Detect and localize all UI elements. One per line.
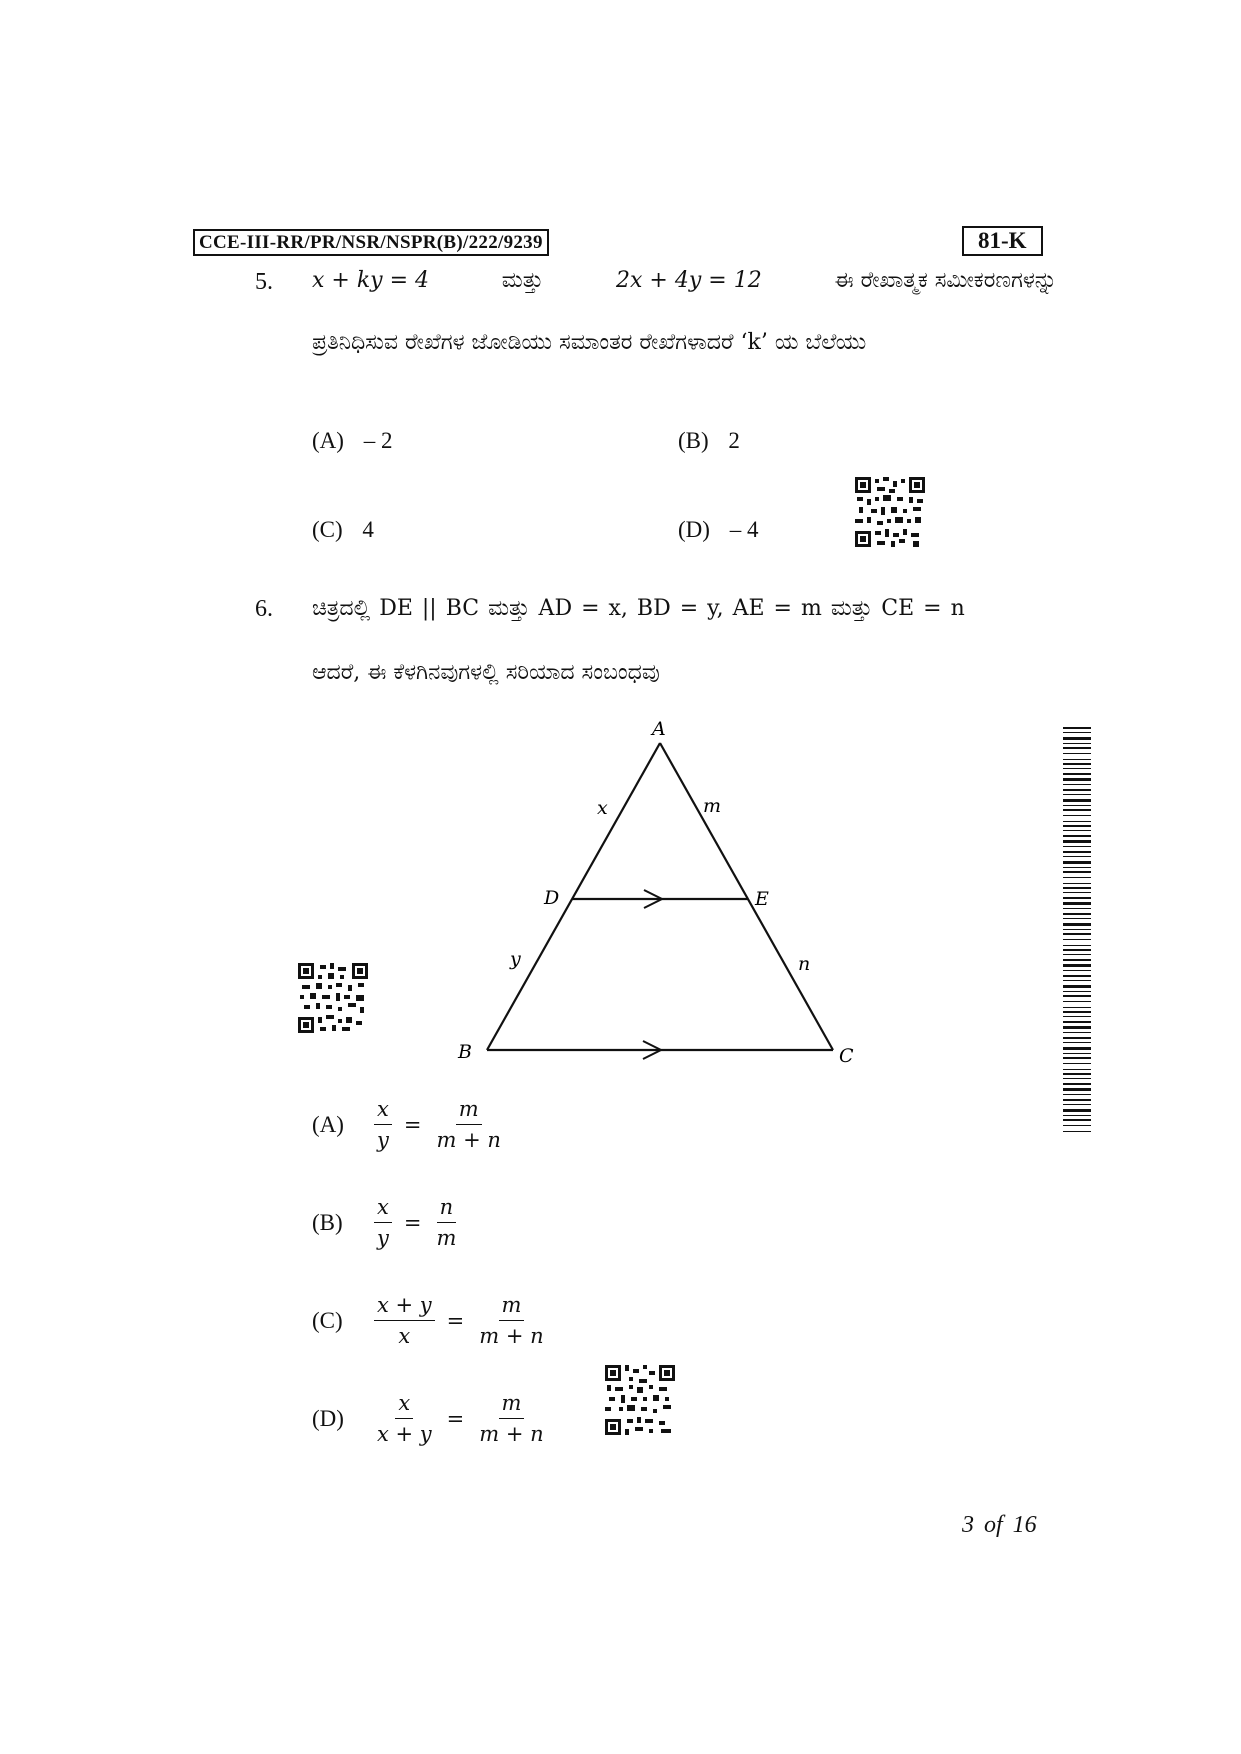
question-5-line-1-rest: ಈ ರೇಖಾತ್ಮಕ ಸಮೀಕರಣಗಳನ್ನು (834, 268, 1057, 293)
option-value: – 2 (363, 428, 393, 453)
equals-sign: = (403, 1210, 422, 1235)
option-label: (D) (312, 1405, 344, 1431)
qr-code (855, 477, 925, 547)
side-label-n: n (798, 953, 811, 975)
barcode (1063, 727, 1091, 1135)
equals-sign: = (446, 1406, 465, 1431)
fraction-left: $\frac{x}{x + y}$ (377, 1391, 432, 1447)
option-label: (A) (312, 1111, 344, 1137)
option-label: (C) (312, 517, 343, 542)
triangle-figure (440, 710, 880, 1080)
vertex-label-d: D (544, 887, 560, 909)
side-ab (487, 743, 660, 1050)
vertex-label-c: C (839, 1045, 854, 1067)
q6-option-a[interactable] (312, 1097, 504, 1152)
q6-option-c[interactable] (312, 1293, 547, 1348)
equals-sign: = (403, 1112, 422, 1137)
side-label-y: y (510, 948, 521, 970)
equals-sign: = (446, 1308, 465, 1333)
option-value: – 4 (729, 517, 759, 542)
page-number: 3 of 16 (962, 1512, 1037, 1538)
fraction-left: $\frac{x + y}{x}$ (374, 1293, 435, 1348)
conjunction-and: ಮತ್ತು (501, 268, 544, 293)
option-value: 2 (728, 428, 740, 453)
option-value: 4 (362, 517, 374, 542)
q6-option-d[interactable] (312, 1391, 547, 1446)
paper-code: CCE-III-RR/PR/NSR/NSPR(B)/222/9239 (193, 229, 549, 256)
side-label-m: m (703, 795, 722, 817)
question-6-line-2: ಆದರೆ, ಈ ಕೆಳಗಿನವುಗಳಲ್ಲಿ ಸರಿಯಾದ ಸಂಬಂಧವು (312, 660, 660, 685)
vertex-label-a: A (652, 718, 666, 740)
q5-option-b[interactable] (678, 428, 740, 454)
fraction-right: $\frac{m}{m + n}$ (436, 1097, 501, 1153)
vertex-label-b: B (458, 1041, 472, 1063)
equation-1: x + ky = 4 (312, 268, 430, 293)
question-5-line-2: ಪ್ರತಿನಿಧಿಸುವ ರೇಖೆಗಳ ಜೋಡಿಯು ಸಮಾಂತರ ರೇಖೆಗಳಾದರೆ ‘k’ ಯ ಬೆಲೆಯು (312, 330, 867, 355)
fraction-left: $\frac{x}{y}$ (374, 1097, 392, 1152)
subject-code: 81-K (962, 226, 1043, 256)
equation-2: 2x + 4y = 12 (616, 268, 762, 293)
fraction-right: $\frac{m}{m + n}$ (479, 1293, 544, 1349)
side-ac (660, 743, 833, 1050)
option-label: (D) (678, 517, 710, 542)
vertex-label-e: E (755, 888, 769, 910)
question-6-line-1: ಚಿತ್ರದಲ್ಲಿ DE || BC ಮತ್ತು AD = x, BD = y, AE = m ಮತ್ತು CE = n (312, 596, 965, 621)
q5-option-c[interactable] (312, 517, 374, 543)
fraction-right: $\frac{n}{m}$ (436, 1195, 457, 1251)
qr-code (298, 963, 368, 1033)
q6-option-b[interactable] (312, 1195, 459, 1250)
option-label: (B) (678, 428, 709, 453)
q5-option-d[interactable] (678, 517, 758, 543)
qr-code (605, 1365, 675, 1435)
q5-option-a[interactable] (312, 428, 392, 454)
option-label: (C) (312, 1307, 343, 1333)
question-5-number: 5. (255, 269, 273, 295)
side-label-x: x (597, 797, 608, 819)
question-5-line-1 (312, 268, 1057, 294)
question-6-number: 6. (255, 596, 273, 622)
fraction-left: $\frac{x}{y}$ (374, 1195, 392, 1250)
option-label: (A) (312, 428, 344, 453)
fraction-right: $\frac{m}{m + n}$ (479, 1391, 544, 1447)
option-label: (B) (312, 1209, 343, 1235)
